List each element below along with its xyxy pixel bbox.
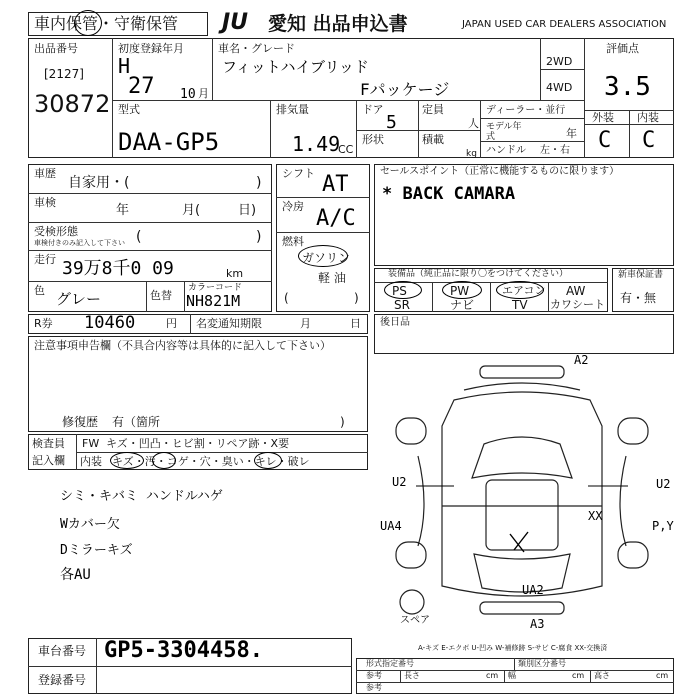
drive-4wd: 4WD <box>546 81 573 94</box>
fuel-gasoline-circle <box>298 245 351 267</box>
diagram-a2-top: A2 <box>574 353 589 367</box>
inspection-year: 年 <box>116 203 130 218</box>
transfer-label: 名変通知期限 <box>196 317 262 330</box>
history-value: 自家用・( <box>68 175 130 191</box>
repair-label: 修復歴 <box>62 415 99 429</box>
exterior-label: 外装 <box>592 111 614 124</box>
selling-points-text: * BACK CAMARA <box>382 184 516 204</box>
drive-2wd: 2WD <box>546 55 573 68</box>
color-code-label: カラーコード <box>188 283 243 293</box>
model-label: 型式 <box>118 103 140 116</box>
inner-scratch-circle <box>110 452 144 469</box>
lot-code: [2127] <box>44 67 84 81</box>
fuel-paren-right: ) <box>354 291 359 305</box>
color-change-label: 色替 <box>150 289 172 302</box>
width-label: 幅 <box>508 671 516 680</box>
equip-aw: AW <box>566 284 586 298</box>
reference-label-2: 参考 <box>366 683 382 692</box>
car-name-label: 車名・グレード <box>218 42 295 55</box>
diagram-xx: XX <box>588 509 603 523</box>
equipment-label: 装備品（純正品に限り〇をつけてください） <box>388 269 569 279</box>
repair-value: 有（箇所 <box>112 415 161 429</box>
equip-pw-circle <box>442 281 482 299</box>
mileage-unit: km <box>226 267 244 280</box>
remark-line-4: 各AU <box>60 567 91 583</box>
length-label: 長さ <box>404 671 420 680</box>
equip-ac-circle <box>496 281 544 299</box>
diagram-u2-right: U2 <box>656 477 671 491</box>
color-label: 色 <box>34 284 45 297</box>
evaluation-label: 評価点 <box>606 42 639 55</box>
selling-points-label: セールスポイント（正常に機能するものに限ります） <box>380 166 620 177</box>
inspector-inner: 内装 <box>80 455 102 468</box>
equip-ac: エアコン <box>502 284 546 297</box>
exterior-grade: C <box>598 128 612 153</box>
door-label: ドア <box>362 103 384 116</box>
transfer-month: 月 <box>300 317 311 330</box>
fuel-paren-left: ( <box>284 291 289 305</box>
interior-grade: C <box>642 128 656 153</box>
acceptance-label: 受検形態 <box>34 225 78 238</box>
acceptance-paren-left: ( <box>136 229 142 245</box>
model-value: DAA-GP5 <box>118 128 220 156</box>
inspector-label-1: 検査員 <box>32 437 65 450</box>
recycle-unit: 円 <box>166 317 177 330</box>
registration-era: H <box>118 54 131 78</box>
classification-label: 類別区分番号 <box>518 659 566 668</box>
handle-options: 左・右 <box>540 145 570 156</box>
equip-pw: PW <box>450 284 470 298</box>
repair-close: ) <box>340 415 345 429</box>
height-label: 高さ <box>594 671 610 680</box>
diagram-pxy: P,Y <box>652 519 674 533</box>
recycle-label: R券 <box>34 317 53 330</box>
inspector-fw: FW <box>82 437 100 450</box>
equip-ps: PS <box>392 284 407 298</box>
inspector-inner-row: キズ・汚・コゲ・穴・臭い・キレ・破レ <box>112 455 310 468</box>
cooling-value: A/C <box>316 206 356 231</box>
displacement-label: 排気量 <box>276 103 309 116</box>
equip-ps-circle <box>384 281 422 299</box>
warranty-label: 新車保証書 <box>618 270 664 280</box>
registration-month-unit: 月 <box>198 87 209 100</box>
equip-navi: ナビ <box>450 298 475 312</box>
color-value: グレー <box>56 290 102 308</box>
plate-label: 登録番号 <box>38 673 87 687</box>
lot-label: 出品番号 <box>34 42 78 55</box>
acceptance-paren-right: ) <box>256 229 262 245</box>
color-code-value: NH821M <box>186 292 241 310</box>
registration-month: 10 <box>180 87 196 102</box>
inner-dirt-circle <box>152 452 176 469</box>
equip-tv: TV <box>512 298 528 312</box>
inspection-day: 日) <box>238 203 257 218</box>
fuel-gasoline: ガソリン <box>302 251 351 265</box>
fuel-diesel: 軽 油 <box>318 271 346 285</box>
displacement-value: 1.49 <box>292 132 341 156</box>
shift-value: AT <box>322 172 349 197</box>
remark-line-3: Dミラーキズ <box>60 543 133 558</box>
car-grade-value: Fパッケージ <box>360 80 450 99</box>
chassis-label: 車台番号 <box>38 644 87 658</box>
sticker-box <box>374 314 674 354</box>
cc-unit: CC <box>338 143 354 156</box>
sticker-label: 後日品 <box>380 317 410 328</box>
inspector-fw-row: キズ・凹凸・ヒビ割・リペア跡・X要 <box>106 437 290 450</box>
mileage-value: 39万8千0 09 <box>62 258 174 279</box>
diagram-u2-left: U2 <box>392 475 407 489</box>
shift-label: シフト <box>282 167 315 180</box>
notes-label: 注意事項申告欄（不具合内容等は具体的に記入して下さい） <box>34 339 331 352</box>
dealer-label: ディーラー・並行 <box>486 105 566 116</box>
year-unit: 年 <box>566 127 577 140</box>
history-label: 車歴 <box>34 167 56 180</box>
transfer-day: 日 <box>350 317 361 330</box>
capacity-label: 定員 <box>422 103 444 116</box>
length-cm: cm <box>486 671 499 680</box>
inspection-label: 車検 <box>34 196 56 209</box>
car-name-value: フィットハイブリッド <box>222 58 369 76</box>
acceptance-note: 車検付きのみ記入して下さい <box>34 239 125 247</box>
evaluation-score: 3.5 <box>604 72 651 102</box>
equip-leather: カワシート <box>550 298 605 311</box>
diagram-ua2: UA2 <box>522 583 544 597</box>
lot-number: 30872 <box>34 90 111 118</box>
car-diagram <box>374 353 664 626</box>
width-cm: cm <box>572 671 585 680</box>
storage-circle <box>74 10 102 36</box>
interior-label: 内装 <box>637 111 659 124</box>
handle-label: ハンドル <box>486 145 526 156</box>
history-paren: ) <box>256 175 262 191</box>
remark-line-1: シミ・キバミ ハンドルハゲ <box>60 489 223 504</box>
recycle-value: 10460 <box>84 313 136 333</box>
inner-smell-circle <box>254 452 282 469</box>
equip-sr: SR <box>394 298 410 312</box>
reference-label-1: 参考 <box>366 671 382 680</box>
fuel-label: 燃料 <box>282 235 304 248</box>
type-designation-label: 形式指定番号 <box>366 659 414 668</box>
association-name: JAPAN USED CAR DEALERS ASSOCIATION <box>462 19 667 30</box>
inspection-month: 月( <box>182 203 201 218</box>
diagram-ua4: UA4 <box>380 519 402 533</box>
shape-label: 形状 <box>362 133 384 146</box>
warranty-value: 有・無 <box>620 291 657 305</box>
form-title: 愛知 出品申込書 <box>268 13 408 35</box>
selling-points-box <box>374 164 674 266</box>
inspector-label-2: 記入欄 <box>32 454 65 467</box>
door-value: 5 <box>386 112 397 133</box>
diagram-a3: A3 <box>530 617 545 631</box>
height-cm: cm <box>656 671 669 680</box>
model-year-label: モデル年式 <box>486 122 522 142</box>
storage-label: 車内保管・守衛保管 <box>34 14 179 33</box>
kg-unit: kg <box>466 149 477 159</box>
person-unit: 人 <box>468 117 479 130</box>
diagram-legend: A-キズ E-エクボ U-凹み W-補修跡 S-サビ C-腐食 XX-交換済 <box>418 644 608 652</box>
load-label: 積載 <box>422 133 444 146</box>
chassis-value: GP5-3304458. <box>104 638 263 663</box>
registration-label: 初度登録年月 <box>118 42 184 55</box>
diagram-spare: スペア <box>400 615 430 626</box>
remark-line-2: Wカバー欠 <box>60 517 120 532</box>
ju-logo: JU <box>222 10 249 35</box>
registration-year: 27 <box>128 74 155 99</box>
cooling-label: 冷房 <box>282 200 304 213</box>
mileage-label: 走行 <box>34 253 56 266</box>
